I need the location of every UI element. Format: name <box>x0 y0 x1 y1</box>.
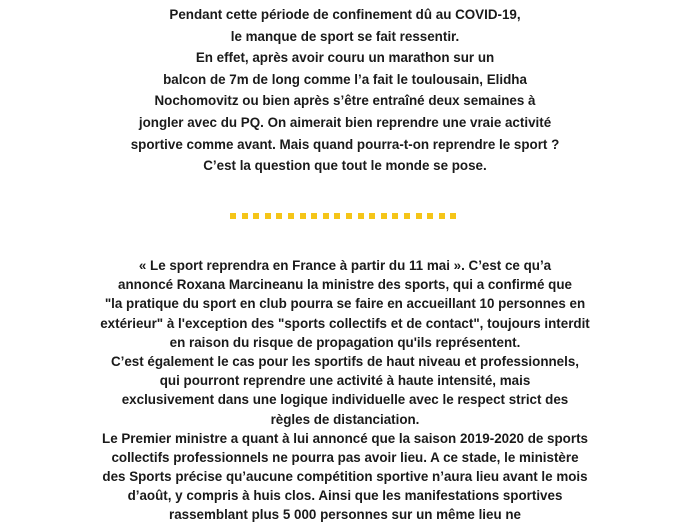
divider-dot <box>265 213 271 219</box>
article-line: collectifs professionnels ne pourra pas avoir lieu. A ce stade, le ministère <box>111 449 579 465</box>
article-line: règles de distanciation. <box>270 411 420 427</box>
intro-line: C’est la question que tout le monde se pose. <box>203 158 487 174</box>
divider-dot <box>311 213 317 219</box>
intro-line: le manque de sport se fait ressentir. <box>230 28 460 44</box>
divider-dot <box>439 213 445 219</box>
article-line: « Le sport reprendra en France à partir du 11 mai ». C’est ce qu’a <box>138 258 552 273</box>
dotted-divider <box>230 213 460 219</box>
divider-dot <box>242 213 248 219</box>
article-line: des Sports précise qu’aucune compétition sportive n’aura lieu avant le mois <box>102 469 588 485</box>
divider-dot <box>358 213 364 219</box>
divider-dot <box>450 213 456 219</box>
intro-line: Pendant cette période de confinement dû au COVID-19, <box>169 7 521 22</box>
divider-dot <box>404 213 410 219</box>
article-line: rassemblant plus 5 000 personnes sur un même lieu ne <box>168 507 521 523</box>
article-line: "la pratique du sport en club pourra se faire en accueillant 10 personnes en <box>104 296 586 312</box>
divider-dot <box>392 213 398 219</box>
divider-dot <box>427 213 433 219</box>
divider-dot <box>253 213 259 219</box>
article-paragraph <box>0 256 690 525</box>
divider-dot <box>381 213 387 219</box>
divider-dot <box>288 213 294 219</box>
article-line: Le Premier ministre a quant à lui annoncé que la saison 2019-2020 de sports <box>102 430 588 446</box>
article-line: exclusivement dans une logique individuelle avec le respect strict des <box>121 392 569 408</box>
divider-dot <box>276 213 282 219</box>
article-line: en raison du risque de propagation qu'ils représentent. <box>169 334 521 350</box>
article-line: extérieur" à l'exception des "sports collectifs et de contact", toujours interdit <box>100 315 590 331</box>
intro-line: Nochomovitz ou bien après s’être entraîné deux semaines à <box>154 93 536 109</box>
article-line: d’août, y compris à huis clos. Ainsi que les manifestations sportives <box>127 488 563 504</box>
divider-dot <box>369 213 375 219</box>
intro-line: balcon de 7m de long comme l’a fait le toulousain, Elidha <box>163 71 527 87</box>
intro-line: jongler avec du PQ. On aimerait bien reprendre une vraie activité <box>138 114 552 130</box>
divider-dot <box>323 213 329 219</box>
divider-dot <box>230 213 236 219</box>
article-line: annoncé Roxana Marcineanu la ministre des sports, qui a confirmé que <box>118 277 572 293</box>
divider-dot <box>300 213 306 219</box>
divider-dot <box>346 213 352 219</box>
intro-line: En effet, après avoir couru un marathon sur un <box>195 50 495 66</box>
intro-paragraph <box>0 4 690 177</box>
divider-dot <box>416 213 422 219</box>
article-line: qui pourront reprendre une activité à haute intensité, mais <box>159 373 531 389</box>
divider-dot <box>334 213 340 219</box>
intro-line: sportive comme avant. Mais quand pourra-t-on reprendre le sport ? <box>130 136 560 152</box>
article-line: C’est également le cas pour les sportifs de haut niveau et professionnels, <box>110 353 580 369</box>
